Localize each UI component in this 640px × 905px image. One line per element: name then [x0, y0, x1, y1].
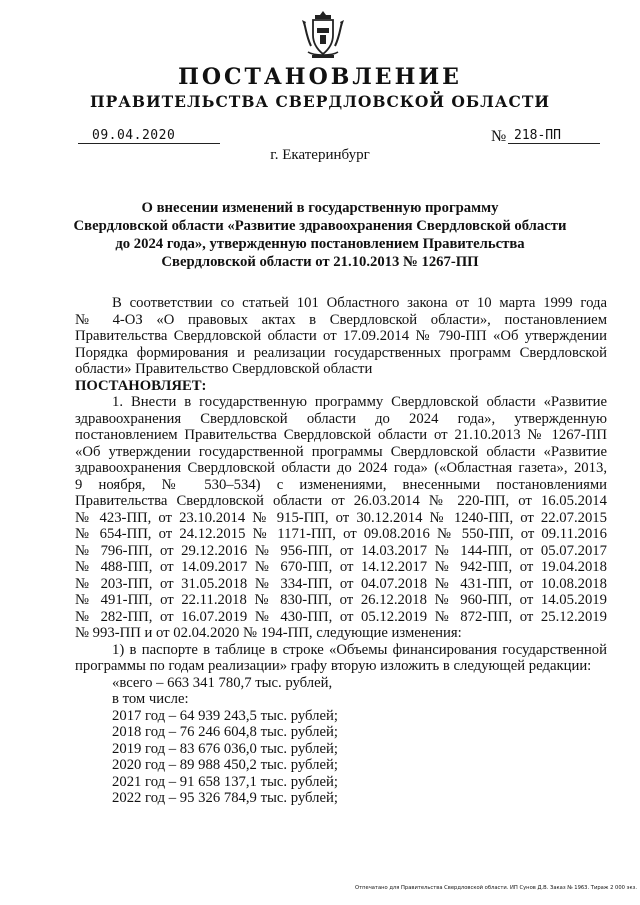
title-line: О внесении изменений в государственную программу — [141, 200, 499, 216]
item1-line: здравоохранения Свердловской области до 2024 года», утвержденную — [75, 410, 607, 427]
intro-line: области» Правительство Свердловской области — [75, 361, 373, 377]
intro-line: В соответствии со статьей 101 Областного закона от 10 марта 1999 года — [112, 295, 607, 311]
funding-line: «всего – 663 341 780,7 тыс. рублей, — [112, 674, 333, 691]
intro-line: Правительства Свердловской области от 17.09.2014 № 790-ПП «Об утверждении — [75, 328, 607, 344]
item1-line: 1. Внести в государственную программу Свердловской области «Развитие — [112, 394, 607, 410]
item1-line: № 491-ПП, от 22.11.2018 № 830-ПП, от 26.12.2018 № 960-ПП, от 14.05.2019 — [75, 592, 607, 608]
title-line: до 2024 года», утвержденную постановлением Правительства — [115, 236, 525, 252]
item1-line: № 423-ПП, от 23.10.2014 № 915-ПП, от 30.12.2014 № 1240-ПП, от 22.07.2015 — [75, 509, 607, 526]
item1-line: № 993-ПП и от 02.04.2020 № 194-ПП, следующие изменения: — [75, 625, 462, 641]
print-imprint: Отпечатано для Правительства Свердловской области. ИП Сунов Д.В. Заказ № 1963. Тираж 2 000 экз. — [355, 885, 637, 891]
subitem-line: программы по годам реализации» графу вторую изложить в следующей редакции: — [75, 658, 592, 674]
subitem-line: 1) в паспорте в таблице в строке «Объемы финансирования государственной — [112, 641, 607, 658]
date-underline — [78, 143, 220, 144]
funding-line: 2022 год – 95 326 784,9 тыс. рублей; — [112, 790, 338, 806]
item1-line: № 654-ПП, от 24.12.2015 № 1171-ПП, от 09.08.2016 № 550-ПП, от 09.11.2016 — [75, 526, 607, 542]
funding-line: 2017 год – 64 939 243,5 тыс. рублей; — [112, 707, 338, 724]
item1-line: постановлением Правительства Свердловской области от 21.10.2013 № 1267-ПП — [75, 427, 607, 443]
document-type-title: ПОСТАНОВЛЕНИЕ — [178, 64, 462, 90]
item1-line: «Об утверждении государственной программы Свердловской области «Развитие — [75, 443, 607, 460]
issuing-authority: ПРАВИТЕЛЬСТВА СВЕРДЛОВСКОЙ ОБЛАСТИ — [89, 92, 551, 111]
item1-line: здравоохранения Свердловской области до 2024 года» («Областная газета», 2013, — [75, 460, 607, 476]
item1-line: № 796-ПП, от 29.12.2016 № 956-ПП, от 14.03.2017 № 144-ПП, от 05.07.2017 — [75, 542, 607, 559]
title-line: Свердловской области от 21.10.2013 № 1267-ПП — [161, 254, 479, 270]
number-label: № — [491, 128, 507, 145]
item1-line: № 488-ПП, от 14.09.2017 № 670-ПП, от 14.12.2017 № 942-ПП, от 19.04.2018 — [75, 559, 607, 575]
document-date: 09.04.2020 — [92, 128, 176, 143]
funding-line: в том числе: — [112, 691, 189, 707]
intro-line: № 4-ОЗ «О правовых актах в Свердловской области», постановлением — [75, 311, 607, 328]
decree-word: ПОСТАНОВЛЯЕТ: — [75, 377, 207, 394]
intro-line: Порядка формирования и реализации государственных программ Свердловской — [75, 344, 607, 361]
title-line: Свердловской области «Развитие здравоохранения Свердловской области — [73, 218, 567, 234]
item1-line: Правительства Свердловской области от 26.03.2014 № 220-ПП, от 16.05.2014 — [75, 493, 607, 509]
funding-line: 2020 год – 89 988 450,2 тыс. рублей; — [112, 757, 338, 773]
item1-line: № 282-ПП, от 16.07.2019 № 430-ПП, от 05.12.2019 № 872-ПП, от 25.12.2019 — [75, 608, 607, 625]
funding-line: 2018 год – 76 246 604,8 тыс. рублей; — [112, 724, 338, 740]
document-number: 218-ПП — [514, 128, 561, 143]
city: г. Екатеринбург — [270, 147, 370, 163]
document-title — [70, 199, 570, 271]
item1-line: № 203-ПП, от 31.05.2018 № 334-ПП, от 04.07.2018 № 431-ПП, от 10.08.2018 — [75, 575, 607, 592]
funding-line: 2019 год – 83 676 036,0 тыс. рублей; — [112, 740, 338, 757]
item1-line: 9 ноября, № 530–534) с изменениями, внесенными постановлениями — [75, 476, 607, 493]
funding-line: 2021 год – 91 658 137,1 тыс. рублей; — [112, 773, 338, 790]
coat-of-arms-icon — [300, 8, 346, 60]
document-body — [75, 295, 607, 807]
number-underline — [508, 143, 600, 144]
